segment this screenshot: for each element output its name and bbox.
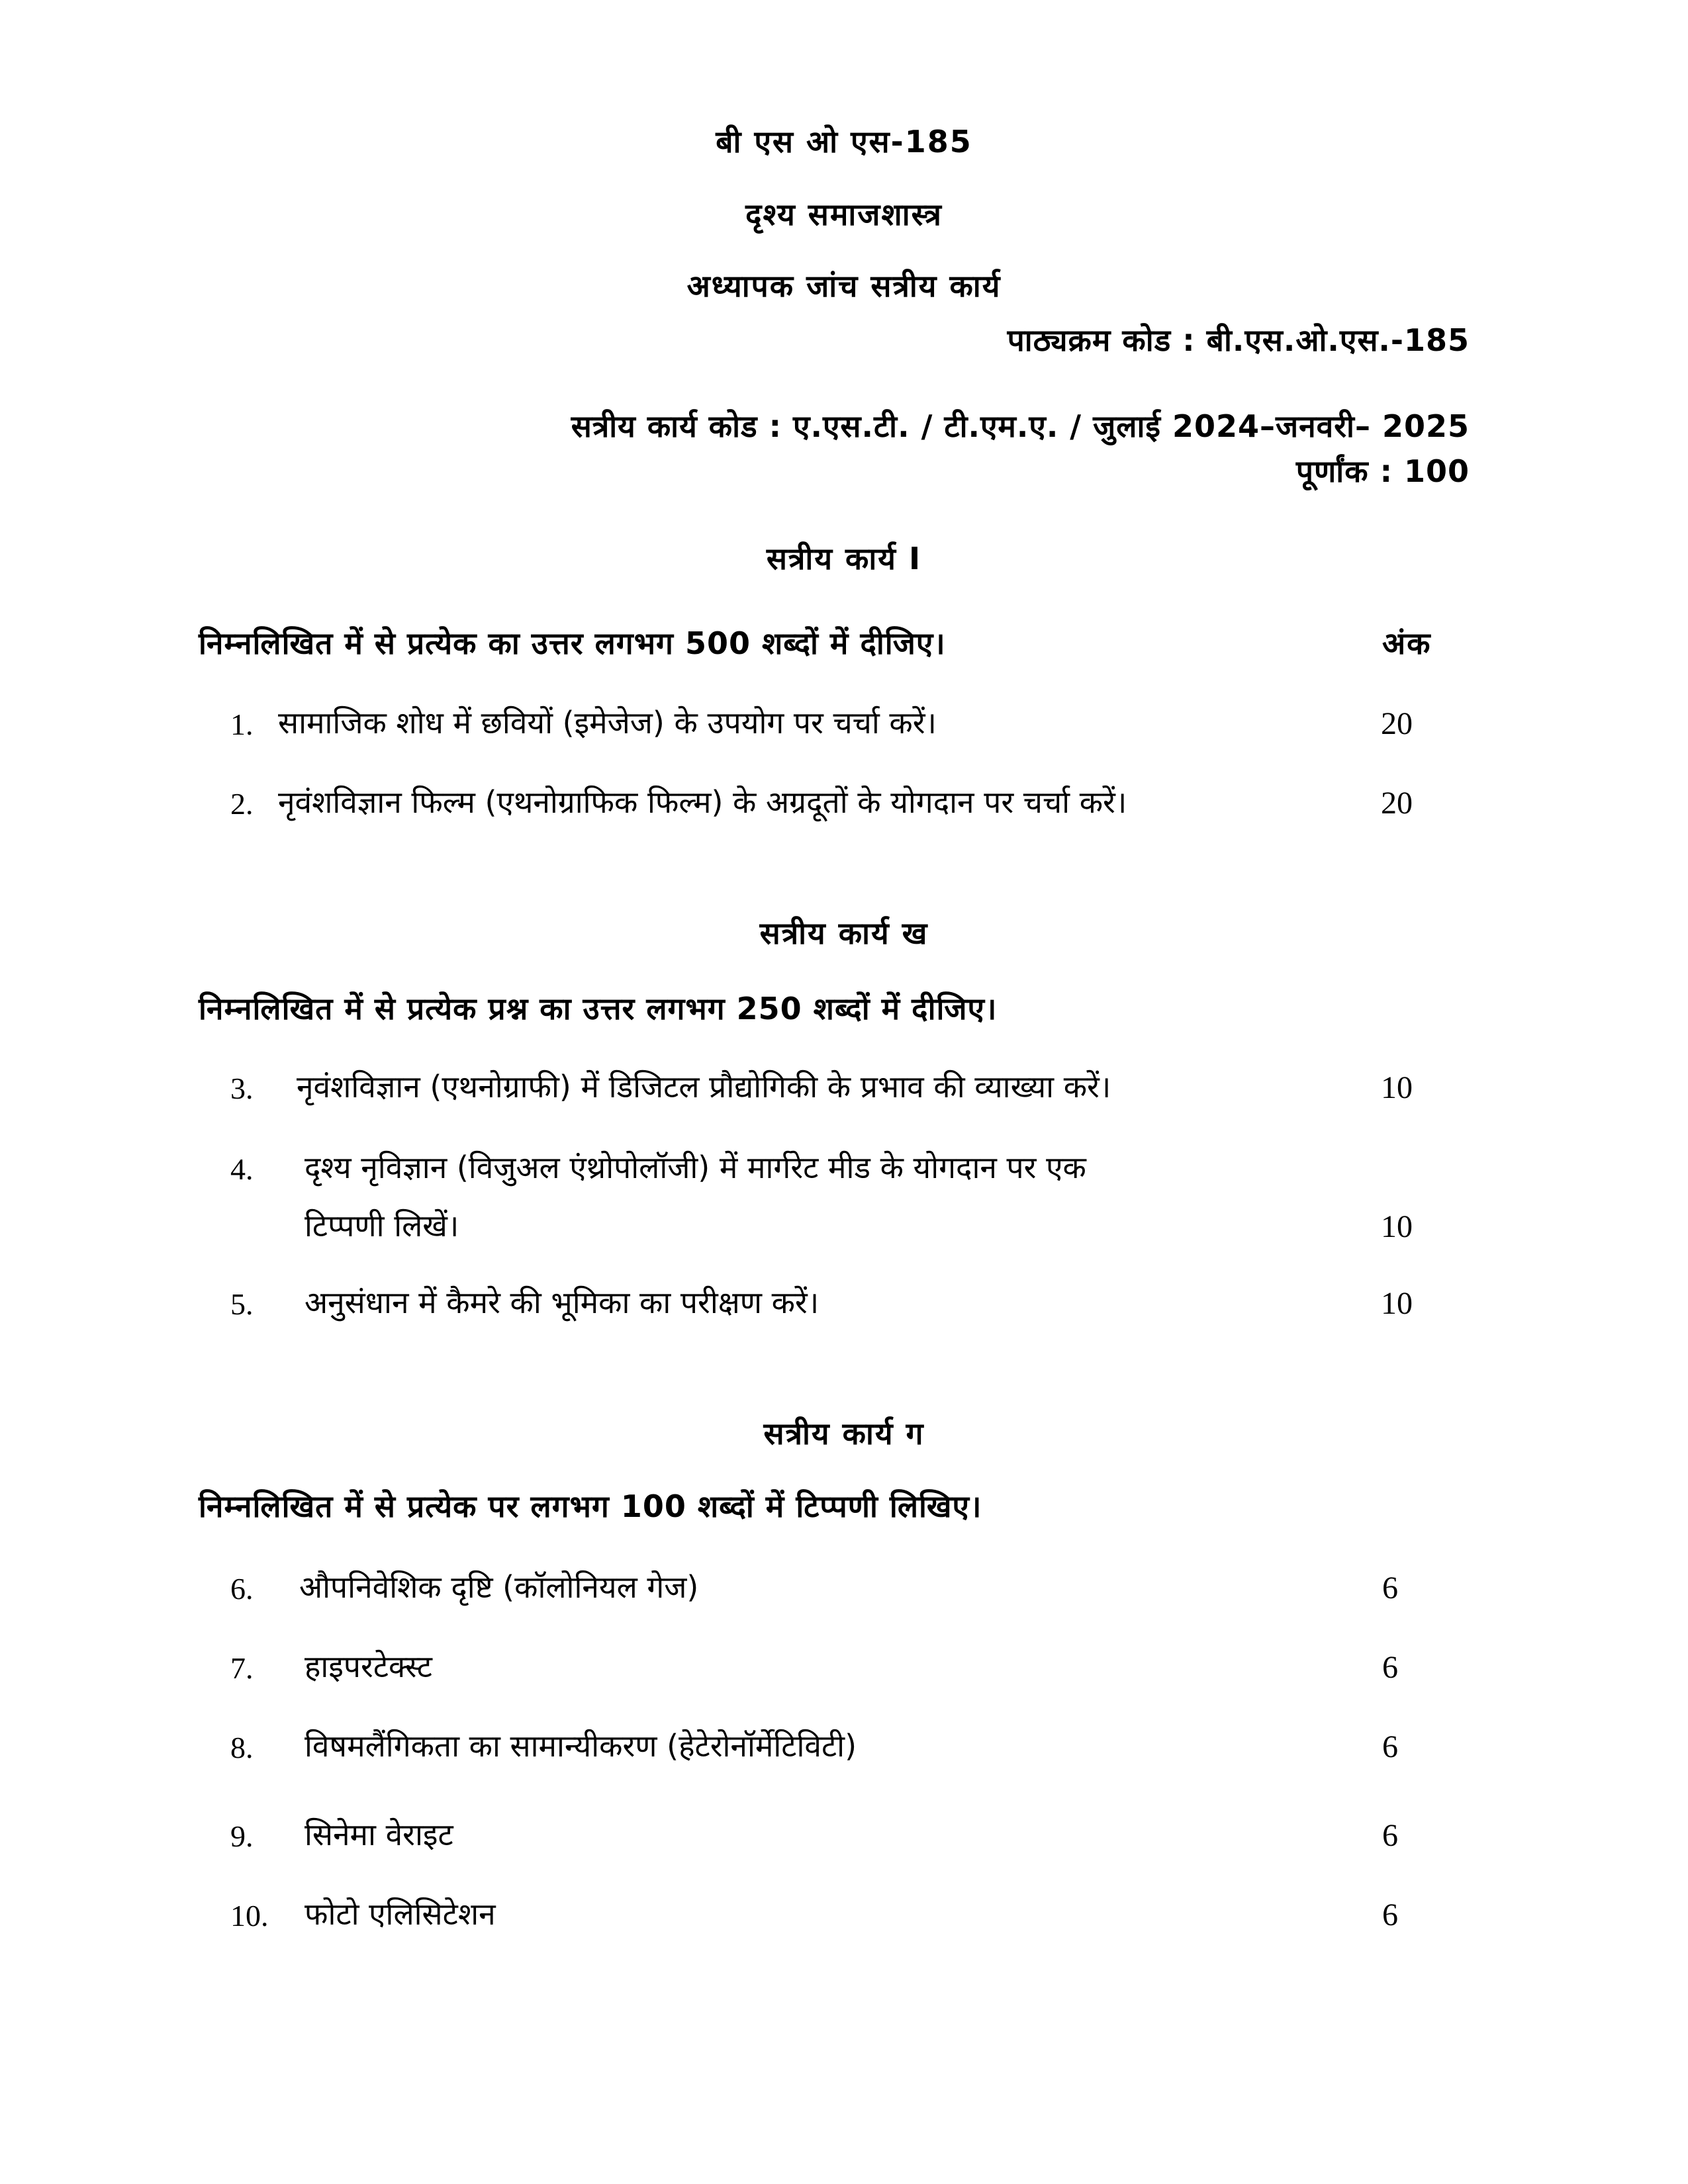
section-2-heading: सत्रीय कार्य ख [759,915,929,951]
question-text: नृवंशविज्ञान (एथनोग्राफी) में डिजिटल प्रौद्योगिकी के प्रभाव की व्याख्या करें। [297,1069,1111,1105]
section-1-instruction: निम्नलिखित में से प्रत्येक का उत्तर लगभग 500 शब्दों में दीजिए। [199,625,946,661]
question-marks: 10 [1381,1286,1413,1321]
section-2-instruction: निम्नलिखित में से प्रत्येक प्रश्न का उत्तर लगभग 250 शब्दों में दीजिए। [199,991,998,1026]
section-1-heading: सत्रीय कार्य I [766,541,922,576]
question-number: 5. [230,1287,254,1321]
question-text: हाइपरटेक्स्ट [305,1649,432,1684]
question-text: सामाजिक शोध में छवियों (इमेजेज) के उपयोग पर चर्चा करें। [278,705,937,741]
question-marks: 6 [1382,1650,1398,1685]
question-number: 8. [230,1731,254,1764]
course-code-line: पाठ्यक्रम कोड : बी.एस.ओ.एस.-185 [1007,322,1470,358]
marks-column-label: अंक [1382,625,1432,661]
question-text: विषमलैंगिकता का सामान्यीकरण (हेटेरोनॉर्मेटिविटी) [305,1728,857,1764]
question-marks: 6 [1382,1729,1398,1764]
question-marks: 20 [1381,706,1413,741]
assignment-title: अध्यापक जांच सत्रीय कार्य [686,268,1002,304]
question-number: 6. [230,1572,254,1606]
question-number: 9. [230,1819,254,1853]
question-marks: 10 [1381,1070,1413,1105]
question-number: 4. [230,1152,254,1186]
question-marks: 10 [1381,1209,1413,1244]
question-number: 7. [230,1651,254,1685]
question-marks: 6 [1382,1818,1398,1853]
question-marks: 6 [1382,1570,1398,1606]
question-text: अनुसंधान में कैमरे की भूमिका का परीक्षण करें। [305,1285,820,1320]
question-marks: 20 [1381,786,1413,821]
question-text: दृश्य नृविज्ञान (विजुअल एंथ्रोपोलॉजी) में मार्गरेट मीड के योगदान पर एक [305,1150,1086,1185]
question-text: फोटो एलिसिटेशन [305,1896,496,1932]
question-number: 2. [230,787,254,821]
question-text: नृवंशविज्ञान फिल्म (एथनोग्राफिक फिल्म) के अग्रदूतों के योगदान पर चर्चा करें। [278,784,1127,820]
question-number: 1. [230,707,254,741]
course-code-heading: बी एस ओ एस-185 [716,124,972,159]
question-text-continued: टिप्पणी लिखें। [305,1208,459,1244]
question-text: सिनेमा वेराइट [305,1817,453,1852]
question-number: 10. [230,1899,269,1933]
question-number: 3. [230,1071,254,1105]
question-marks: 6 [1382,1897,1398,1933]
section-3-instruction: निम्नलिखित में से प्रत्येक पर लगभग 100 शब्दों में टिप्पणी लिखिए। [199,1488,982,1524]
question-text: औपनिवेशिक दृष्टि (कॉलोनियल गेज) [299,1569,699,1605]
subject-heading: दृश्य समाजशास्त्र [745,197,943,232]
section-3-heading: सत्रीय कार्य ग [763,1416,925,1451]
max-marks-line: पूर्णांक : 100 [1295,453,1470,489]
assignment-code-line: सत्रीय कार्य कोड : ए.एस.टी. / टी.एम.ए. / जुलाई 2024–जनवरी– 2025 [571,408,1470,444]
